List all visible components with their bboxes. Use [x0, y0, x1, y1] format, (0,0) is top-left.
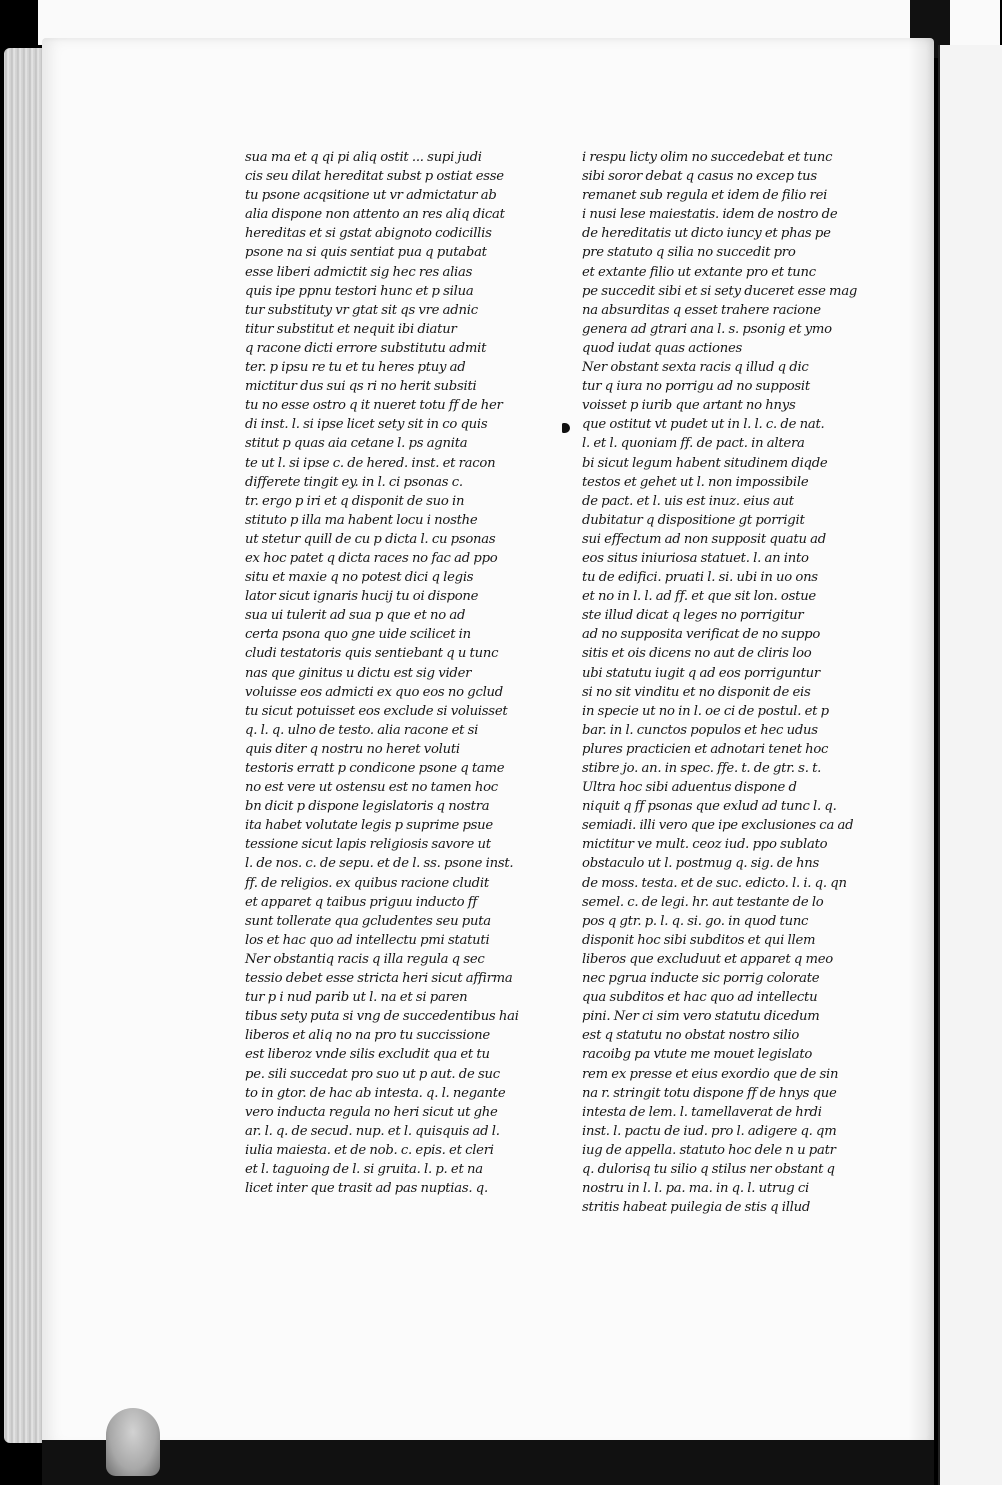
manuscript-line: niquit q ff psonas que exlud ad tunc l. q.	[582, 799, 837, 815]
manuscript-line: bi sicut legum habent situdinem diqde	[582, 455, 828, 471]
manuscript-line: pre statuto q silia no succedit pro	[582, 245, 796, 261]
manuscript-line: de moss. testa. et de suc. edicto. l. i. q. qn	[582, 875, 847, 891]
manuscript-line: mictitur ve mult. ceoz iud. ppo sublato	[582, 837, 828, 853]
manuscript-line: te ut l. si ipse c. de hered. inst. et racon	[245, 455, 496, 471]
manuscript-line: lator sicut ignaris hucij tu oi dispone	[245, 589, 479, 605]
manuscript-line: tur substituty vr gtat sit qs vre adnic	[245, 302, 478, 318]
gutter-shade	[908, 38, 934, 1448]
manuscript-line: Ultra hoc sibi aduentus dispone d	[582, 780, 797, 796]
text-column-left	[245, 148, 531, 1197]
manuscript-line: l. et l. quoniam ff. de pact. in altera	[582, 436, 805, 452]
manuscript-line: stitut p quas aia cetane l. ps agnita	[245, 436, 468, 452]
manuscript-line: situ et maxie q no potest dici q legis	[245, 570, 474, 586]
manuscript-line: voisset p iurib que artant no hnys	[582, 398, 796, 414]
scanner-thumb	[106, 1408, 160, 1476]
manuscript-line: sunt tollerate qua gcludentes seu puta	[245, 913, 491, 929]
scan-bottom-shadow	[42, 1440, 934, 1485]
manuscript-line: ubi statutu iugit q ad eos porriguntur	[582, 665, 820, 681]
manuscript-line: sui effectum ad non supposit quatu ad	[582, 531, 826, 547]
manuscript-line: liberos et aliq no na pro tu succissione	[245, 1028, 490, 1044]
manuscript-line: na absurditas q esset trahere racione	[582, 302, 821, 318]
manuscript-line: titur substitut et nequit ibi diatur	[245, 321, 457, 337]
manuscript-line: rem ex presse et eius exordio que de sin	[582, 1066, 839, 1082]
manuscript-line: pos q gtr. p. l. q. si. go. in quod tunc	[582, 913, 809, 929]
manuscript-line: sitis et ois dicens no aut de cliris loo	[582, 646, 812, 662]
manuscript-line: tessio debet esse stricta heri sicut affirma	[245, 971, 513, 987]
manuscript-line: l. de nos. c. de sepu. et de l. ss. psone inst.	[245, 856, 514, 872]
manuscript-line: quis diter q nostru no heret voluti	[245, 741, 460, 757]
manuscript-line: ar. l. q. de secud. nup. et l. quisquis ad l.	[245, 1123, 500, 1139]
manuscript-line: psone na si quis sentiat pua q putabat	[245, 245, 487, 261]
manuscript-line: stibre jo. an. in spec. ffe. t. de gtr. s. t.	[582, 761, 822, 776]
manuscript-line: tur q iura no porrigu ad no supposit	[582, 379, 810, 395]
manuscript-line: et extante filio ut extante pro et tunc	[582, 264, 816, 280]
manuscript-line: cludi testatoris quis sentiebant q u tunc	[245, 646, 499, 662]
manuscript-line: ex hoc patet q dicta races no fac ad ppo	[245, 550, 498, 566]
manuscript-line: q. dulorisq tu silio q stilus ner obstant q	[582, 1161, 835, 1177]
manuscript-line: vero inducta regula no heri sicut ut ghe	[245, 1104, 498, 1120]
manuscript-line: hereditas et si gstat abignoto codicillis	[245, 226, 492, 242]
manuscript-line: q racone dicti errore substitutu admit	[245, 340, 487, 356]
manuscript-line: quis ipe ppnu testori hunc et p silua	[245, 283, 474, 299]
manuscript-line: stituto p illa ma habent locu i nosthe	[245, 512, 478, 528]
manuscript-line: pe succedit sibi et si sety duceret esse mag	[582, 283, 858, 299]
manuscript-line: qua subditos et hac quo ad intellectu	[582, 990, 818, 1006]
manuscript-line: stritis habeat puilegia de stis q illud	[582, 1200, 811, 1216]
manuscript-line: testos et gehet ut l. non impossibile	[582, 474, 809, 490]
manuscript-line: nas que ginitus u dictu est sig vider	[245, 665, 472, 681]
manuscript-line: semiadi. illi vero que ipe exclusiones ca ad	[582, 818, 854, 834]
manuscript-line: voluisse eos admicti ex quo eos no gclud	[245, 684, 503, 700]
manuscript-line: racoibg pa vtute me mouet legislato	[582, 1047, 813, 1063]
manuscript-line: i nusi lese maiestatis. idem de nostro de	[582, 207, 838, 223]
manuscript-line: iug de appella. statuto hoc dele n u patr	[582, 1142, 836, 1158]
manuscript-line: alia dispone non attento an res aliq dicat	[245, 207, 505, 223]
manuscript-line: et apparet q taibus priguu inducto ff	[245, 894, 477, 910]
manuscript-line: sibi soror debat q casus no excep tus	[582, 169, 817, 185]
text-column-right	[582, 148, 878, 1216]
manuscript-line: sua ma et q qi pi aliq ostit ... supi judi	[245, 150, 482, 165]
manuscript-line: tu de edifici. pruati l. si. ubi in uo ons	[582, 570, 818, 586]
manuscript-line: disponit hoc sibi subditos et qui llem	[582, 932, 816, 948]
manuscript-line: ut stetur quill de cu p dicta l. cu psonas	[245, 531, 496, 547]
manuscript-line: et no in l. l. ad ff. et que sit lon. ostue	[582, 589, 816, 605]
manuscript-line: cis seu dilat hereditat subst p ostiat esse	[245, 169, 504, 185]
manuscript-line: nostru in l. l. pa. ma. in q. l. utrug ci	[582, 1181, 809, 1197]
manuscript-line: licet inter que trasit ad pas nuptias. q.	[245, 1181, 488, 1197]
manuscript-line: tu psone acqsitione ut vr admictatur ab	[245, 188, 497, 204]
manuscript-line: no est vere ut ostensu est no tamen hoc	[245, 780, 498, 796]
manuscript-line: tr. ergo p iri et q disponit de suo in	[245, 493, 465, 509]
manuscript-line: certa psona quo gne uide scilicet in	[245, 627, 471, 643]
manuscript-line: tu sicut potuisset eos exclude si voluisset	[245, 703, 508, 719]
manuscript-line: ter. p ipsu re tu et tu heres ptuy ad	[245, 360, 466, 376]
manuscript-line: to in gtor. de hac ab intesta. q. l. negante	[245, 1085, 506, 1101]
manuscript-line: iulia maiesta. et de nob. c. epis. et cleri	[245, 1142, 494, 1158]
manuscript-line: in specie ut no in l. oe ci de postul. et p	[582, 703, 829, 719]
manuscript-line: si no sit vinditu et no disponit de eis	[582, 684, 811, 700]
adjacent-page-edge	[938, 45, 1002, 1485]
manuscript-line: dubitatur q dispositione gt porrigit	[582, 512, 805, 528]
manuscript-line: na r. stringit totu dispone ff de hnys que	[582, 1085, 837, 1101]
manuscript-line: tessione sicut lapis religiosis savore ut	[245, 837, 491, 853]
manuscript-line: eos situs iniuriosa statuet. l. an into	[582, 550, 809, 566]
manuscript-line: semel. c. de legi. hr. aut testante de lo	[582, 894, 824, 910]
manuscript-line: remanet sub regula et idem de filio rei	[582, 188, 828, 204]
manuscript-line: i respu licty olim no succedebat et tunc	[582, 150, 833, 165]
manuscript-line: liberos que excluduut et apparet q meo	[582, 951, 833, 967]
manuscript-line: intesta de lem. l. tamellaverat de hrdi	[582, 1104, 822, 1120]
manuscript-line: nec pgrua inducte sic porrig colorate	[582, 971, 820, 987]
manuscript-line: que ostitut vt pudet ut in l. l. c. de nat.	[582, 417, 825, 433]
manuscript-line: tu no esse ostro q it nueret totu ff de her	[245, 398, 503, 414]
manuscript-line: inst. l. pactu de iud. pro l. adigere q. qm	[582, 1123, 837, 1139]
manuscript-line: differete tingit ey. in l. ci psonas c.	[245, 474, 463, 490]
manuscript-line: bar. in l. cunctos populos et hec udus	[582, 722, 818, 738]
manuscript-line: est liberoz vnde silis excludit qua et tu	[245, 1047, 490, 1063]
manuscript-line: est q statutu no obstat nostro silio	[582, 1028, 800, 1044]
manuscript-line: de pact. et l. uis est inuz. eius aut	[582, 493, 794, 509]
manuscript-line: tibus sety puta si vng de succedentibus hai	[245, 1009, 519, 1025]
manuscript-line: di inst. l. si ipse licet sety sit in co quis	[245, 417, 488, 433]
manuscript-line: los et hac quo ad intellectu pmi statuti	[245, 932, 490, 948]
manuscript-line: sua ui tulerit ad sua p que et no ad	[245, 608, 466, 624]
manuscript-line: de hereditatis ut dicto iuncy et phas pe	[582, 226, 831, 242]
manuscript-line: tur p i nud parib ut l. na et si paren	[245, 990, 468, 1006]
manuscript-line: q. l. q. ulno de testo. alia racone et si	[245, 722, 479, 738]
manuscript-line: pini. Ner ci sim vero statutu dicedum	[582, 1009, 820, 1025]
manuscript-line: Ner obstantiq racis q illa regula q sec	[245, 951, 485, 967]
manuscript-line: quod iudat quas actiones	[582, 340, 743, 356]
manuscript-line: obstaculo ut l. postmug q. sig. de hns	[582, 856, 820, 872]
manuscript-line: ad no supposita verificat de no suppo	[582, 627, 821, 643]
manuscript-line: genera ad gtrari ana l. s. psonig et ymo	[582, 321, 832, 337]
manuscript-line: ff. de religios. ex quibus racione cludit	[245, 875, 489, 891]
manuscript-line: ste illud dicat q leges no porrigitur	[582, 608, 804, 624]
manuscript-line: ita habet volutate legis p suprime psue	[245, 818, 493, 834]
manuscript-line: Ner obstant sexta racis q illud q dic	[582, 360, 809, 376]
manuscript-line: bn dicit p dispone legislatoris q nostra	[245, 799, 490, 815]
manuscript-line: mictitur dus sui qs ri no herit subsiti	[245, 379, 477, 395]
scan-top-margin-right	[950, 0, 1000, 45]
manuscript-line: plures practicien et adnotari tenet hoc	[582, 741, 829, 757]
manuscript-line: et l. taguoing de l. si gruita. l. p. et na	[245, 1161, 483, 1177]
manuscript-line: esse liberi admictit sig hec res alias	[245, 264, 473, 280]
manuscript-line: testoris erratt p condicone psone q tame	[245, 761, 505, 776]
manuscript-line: pe. sili succedat pro suo ut p aut. de suc	[245, 1066, 500, 1082]
